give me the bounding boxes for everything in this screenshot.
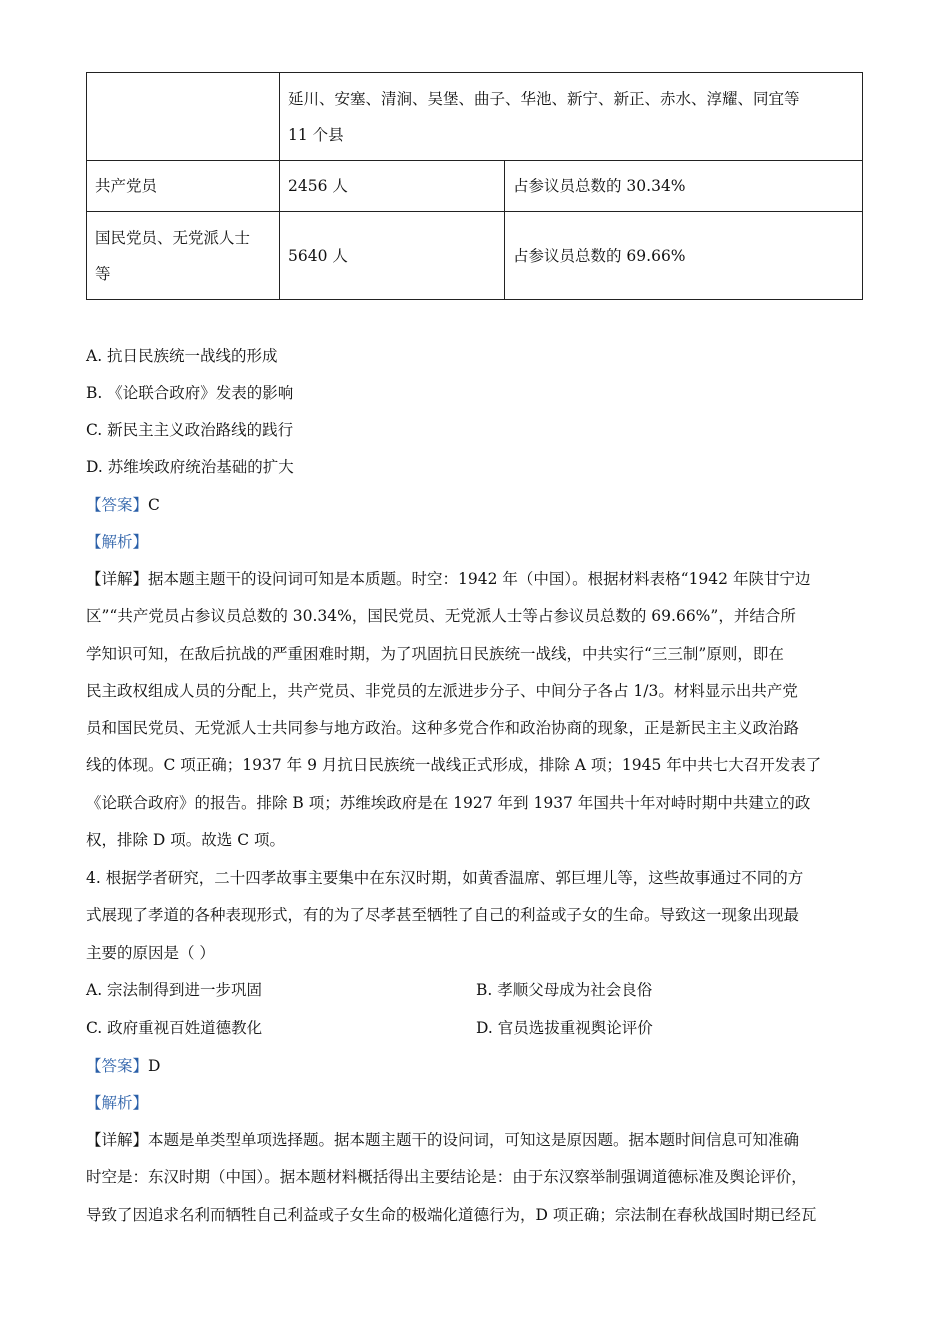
detail-line: 区”“共产党员占参议员总数的 30.34%，国民党员、无党派人士等占参议员总数的 69.66%”，并结合所	[86, 607, 796, 625]
analysis-tag: 【解析】	[86, 533, 149, 551]
detail-text: 据本题主题干的设问词可知是本质题。时空：1942 年（中国）。根据材料表格“1942 年陕甘宁边	[148, 570, 811, 588]
detail-line: 学知识可知，在敌后抗战的严重困难时期，为了巩固抗日民族统一战线，中共实行“三三制”原则，即在	[86, 645, 784, 663]
table-row	[87, 73, 863, 161]
detail-line: 民主政权组成人员的分配上，共产党员、非党员的左派进步分子、中间分子各占 1/3。材料显示出共产党	[86, 682, 798, 700]
table-cell	[87, 212, 280, 300]
analysis-line	[86, 1085, 148, 1121]
answer-value: C	[148, 496, 160, 514]
option-a: A. 抗日民族统一战线的形成	[86, 347, 278, 365]
option-b: B. 孝顺父母成为社会良俗	[476, 981, 653, 999]
detail-line: 员和国民党员、无党派人士共同参与地方政治。这种多党合作和政治协商的现象，正是新民主主义政治路	[86, 719, 800, 737]
answer-value: D	[148, 1057, 161, 1075]
detail-text: 本题是单类型单项选择题。据本题主题干的设问词，可知这是原因题。据本题时间信息可知准确	[148, 1131, 800, 1149]
table-cell: 2456 人	[280, 161, 505, 212]
cell-text: 延川、安塞、清涧、吴堡、曲子、华池、新宁、新正、赤水、淳耀、同宜等	[288, 89, 800, 108]
option-b: B. 《论联合政府》发表的影响	[86, 384, 294, 402]
detail-line: 《论联合政府》的报告。排除 B 项；苏维埃政府是在 1927 年到 1937 年国共十年对峙时期中共建立的政	[86, 794, 811, 812]
detail-line: 时空是：东汉时期（中国）。据本题材料概括得出主要结论是：由于东汉察举制强调道德标准及舆论评价，	[86, 1168, 807, 1186]
table-cell: 共产党员	[87, 161, 280, 212]
cell-text: 11 个县	[288, 125, 344, 144]
table-cell: 占参议员总数的 30.34%	[505, 161, 863, 212]
answer-tag: 【答案】	[86, 496, 149, 514]
detail-line	[86, 1122, 799, 1158]
question-stem: 式展现了孝道的各种表现形式，有的为了尽孝甚至牺牲了自己的利益或子女的生命。导致这一现象出现最	[86, 906, 800, 924]
detail-line	[86, 561, 810, 597]
option-c: C. 新民主主义政治路线的践行	[86, 421, 294, 439]
option-c: C. 政府重视百姓道德教化	[86, 1019, 263, 1037]
detail-tag: 【详解】	[86, 1131, 149, 1149]
option-a: A. 宗法制得到进一步巩固	[86, 981, 263, 999]
table-cell: 占参议员总数的 69.66%	[505, 212, 863, 300]
question-stem: 主要的原因是（ ）	[86, 944, 215, 962]
table-cell	[87, 73, 280, 161]
answer-line	[86, 487, 160, 523]
cell-text: 等	[95, 264, 111, 283]
detail-line: 导致了因追求名利而牺牲自己利益或子女生命的极端化道德行为，D 项正确；宗法制在春秋战国时期已经瓦	[86, 1206, 817, 1224]
analysis-tag: 【解析】	[86, 1094, 149, 1112]
option-d: D. 苏维埃政府统治基础的扩大	[86, 458, 294, 476]
analysis-line	[86, 524, 148, 560]
detail-tag: 【详解】	[86, 570, 149, 588]
answer-tag: 【答案】	[86, 1057, 149, 1075]
cell-text: 国民党员、无党派人士	[95, 228, 251, 247]
detail-line: 线的体现。C 项正确；1937 年 9 月抗日民族统一战线正式形成，排除 A 项；1945 年中共七大召开发表了	[86, 756, 822, 774]
table-cell: 5640 人	[280, 212, 505, 300]
detail-line: 权，排除 D 项。故选 C 项。	[86, 831, 285, 849]
option-d: D. 官员选拔重视舆论评价	[476, 1019, 653, 1037]
question-stem: 4. 根据学者研究，二十四孝故事主要集中在东汉时期，如黄香温席、郭巨埋儿等，这些故事通过不同的方	[86, 869, 804, 887]
answer-line	[86, 1048, 160, 1084]
table-row	[87, 161, 863, 212]
data-table	[86, 72, 863, 300]
table-row	[87, 212, 863, 300]
table-cell	[280, 73, 863, 161]
